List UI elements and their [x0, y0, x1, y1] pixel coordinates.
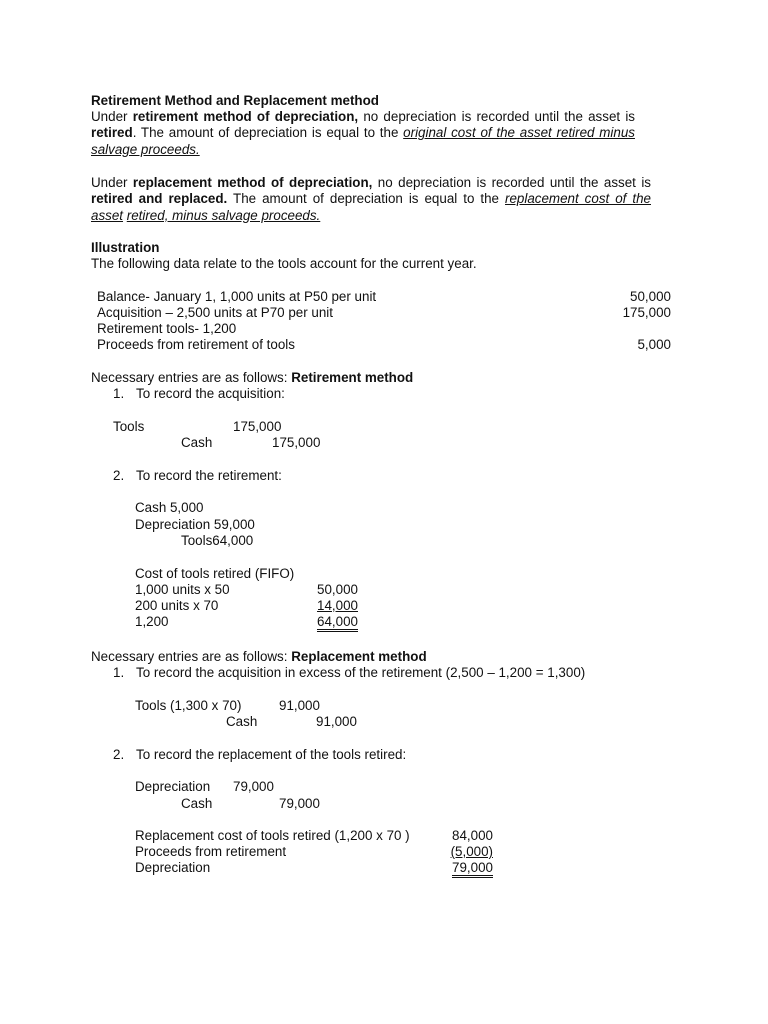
- replacement-entries-intro: Necessary entries are as follows: Replacement method: [91, 649, 427, 664]
- illustration-intro: The following data relate to the tools account for the current year.: [91, 256, 477, 271]
- journal-line: Depreciation 59,000: [135, 517, 255, 532]
- journal-credit-amount: 91,000: [316, 714, 357, 729]
- step-text: To record the acquisition in excess of the retirement (2,500 – 1,200 = 1,300): [136, 665, 586, 680]
- journal-credit-amount: 79,000: [279, 796, 320, 811]
- cost-row-label: 1,000 units x 50: [135, 582, 230, 597]
- replacement-method-definition: Under replacement method of depreciation, no depreciation is recorded until the asset is retired and replaced. The amount of depreciation is equal to the replacement cost of the asset retired, minus salvage proceeds.: [91, 175, 651, 223]
- page-heading: Retirement Method and Replacement method: [91, 93, 379, 108]
- data-row-amount: 175,000: [622, 305, 671, 320]
- journal-line: Tools64,000: [181, 533, 254, 548]
- data-row-label: Acquisition – 2,500 units at P70 per unit: [97, 305, 333, 320]
- step-text: To record the replacement of the tools retired:: [136, 747, 407, 762]
- data-row-label: Proceeds from retirement of tools: [97, 337, 295, 352]
- data-row-amount: 5,000: [637, 337, 671, 352]
- calc-row-amount: 84,000: [452, 828, 493, 843]
- journal-debit-amount: 79,000: [233, 779, 274, 794]
- step-number: 2.: [113, 747, 125, 762]
- calc-row-amount: (5,000): [450, 844, 493, 859]
- step-text: To record the retirement:: [136, 468, 282, 483]
- data-row-label: Retirement tools- 1,200: [97, 321, 237, 336]
- calc-row-label: Proceeds from retirement: [135, 844, 287, 859]
- journal-debit-account: Tools (1,300 x 70): [135, 698, 242, 713]
- cost-row-label: 200 units x 70: [135, 598, 219, 613]
- data-row-amount: 50,000: [630, 289, 671, 304]
- journal-debit-amount: 175,000: [233, 419, 282, 434]
- journal-credit-account: Cash: [181, 435, 213, 450]
- journal-debit-account: Depreciation: [135, 779, 211, 794]
- calc-row-label: Replacement cost of tools retired (1,200 x 70 ): [135, 828, 410, 843]
- step-number: 1.: [113, 386, 125, 401]
- retirement-entries-intro: Necessary entries are as follows: Retirement method: [91, 370, 414, 385]
- cost-row-amount: 50,000: [317, 582, 358, 597]
- cost-total-amount: 64,000: [300, 614, 358, 630]
- journal-debit-amount: 91,000: [279, 698, 320, 713]
- calc-total-amount: 79,000: [430, 860, 493, 876]
- step-text: To record the acquisition:: [136, 386, 285, 401]
- data-row-label: Balance- January 1, 1,000 units at P50 per unit: [97, 289, 377, 304]
- journal-credit-account: Cash: [226, 714, 258, 729]
- cost-row-amount: 14,000: [317, 598, 358, 613]
- cost-title: Cost of tools retired (FIFO): [135, 566, 295, 581]
- calc-row-label: Depreciation: [135, 860, 211, 875]
- journal-line: Cash 5,000: [135, 500, 204, 515]
- step-number: 2.: [113, 468, 125, 483]
- illustration-title: Illustration: [91, 240, 160, 255]
- journal-debit-account: Tools: [113, 419, 145, 434]
- cost-row-label: 1,200: [135, 614, 169, 629]
- step-number: 1.: [113, 665, 125, 680]
- journal-credit-account: Cash: [181, 796, 213, 811]
- journal-credit-amount: 175,000: [272, 435, 321, 450]
- retirement-method-definition: Under retirement method of depreciation, no depreciation is recorded until the asset is retired. The amount of depreciation is equal to the original cost of the asset retired minus salvage proceeds.: [91, 109, 635, 157]
